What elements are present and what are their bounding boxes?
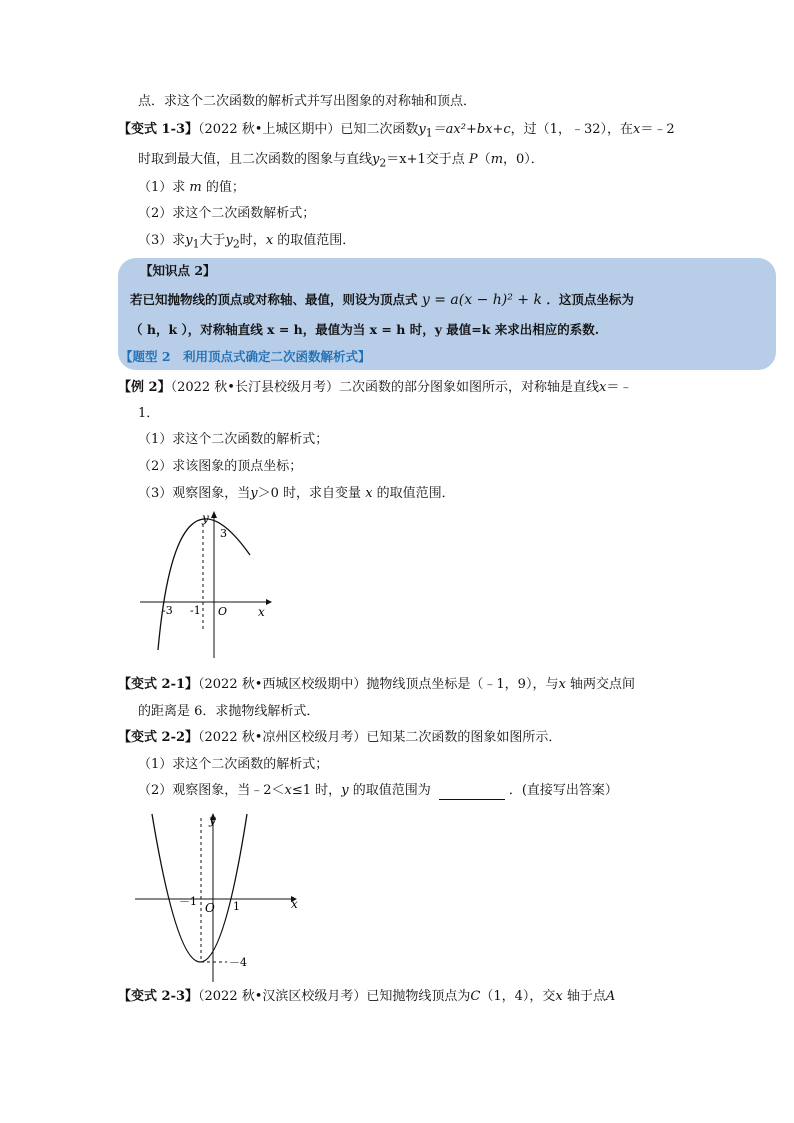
vertex-formula: y = a(x − h)² + k [421, 292, 542, 308]
y-axis-label: y [209, 813, 216, 827]
question-item: （3）观察图象，当y＞0 时，求自变量 x 的取值范围． [138, 486, 455, 501]
x-axis-label: x [258, 605, 265, 619]
problem-tag: 【例 2】 [118, 380, 171, 395]
tick-label: 1 [233, 900, 240, 913]
question-item: （1）求 m 的值； [138, 180, 245, 195]
tick-label: -1 [190, 604, 201, 617]
question-item: （3）求$y_1$大于$y_2$时，x 的取值范围． [138, 233, 356, 251]
knowledge-line: （ h，k ），对称轴直线 x = h，最值为当 x = h 时，y 最值=k 来求出相应的系数. [130, 322, 600, 337]
question-item: （1）求这个二次函数的解析式； [138, 757, 329, 772]
text-line: 1． [138, 406, 160, 421]
y-axis-arrow [211, 511, 217, 518]
origin-label: O [205, 901, 215, 915]
question-item: （2）求这个二次函数解析式； [138, 206, 316, 221]
answer-blank[interactable] [439, 786, 505, 800]
problem-example-2: 【例 2】（2022 秋•长汀县校级月考）二次函数的部分图象如图所示，对称轴是直线x＝﹣ [118, 380, 633, 395]
text-line: 的距离是 6．求抛物线解析式． [138, 704, 320, 719]
knowledge-line: 若已知抛物线的顶点或对称轴、最值，则设为顶点式 y = a(x − h)² + k ．这顶点坐标为 [130, 292, 634, 308]
problem-variant-2-2: 【变式 2-2】（2022 秋•凉州区校级月考）已知某二次函数的图象如图所示． [118, 730, 562, 745]
origin-label: O [218, 605, 228, 618]
text-line: 点．求这个二次函数的解析式并写出图象的对称轴和顶点． [138, 94, 477, 109]
text-line: 时取到最大值，且二次函数的图象与直线$y_2=x+1$交于点 P（m，0）． [138, 152, 544, 170]
problem-variant-1-3: 【变式 1-3】（2022 秋•上城区期中）已知二次函数$y_1=ax^2+bx+c$，过（1，﹣32），在x＝﹣2 [118, 122, 675, 140]
parabola-graph-2 [135, 810, 305, 985]
problem-tag: 【变式 2-1】 [118, 677, 199, 692]
problem-tag: 【变式 2-2】 [118, 730, 199, 745]
section-title: 【题型 2 利用顶点式确定二次函数解析式】 [120, 349, 371, 364]
knowledge-title: 【知识点 2】 [140, 263, 216, 278]
x-axis-label: x [291, 897, 298, 911]
tick-label: -3 [162, 604, 173, 617]
tick-label: 3 [220, 527, 227, 540]
parabola-graph-1 [140, 510, 280, 660]
question-item: （2）观察图象，当﹣2＜x≤1 时，y 的取值范围为 ．(直接写出答案） [138, 783, 618, 798]
question-item: （2）求该图象的顶点坐标； [138, 459, 303, 474]
tick-label: －1 [179, 895, 197, 908]
tick-label: －4 [229, 956, 247, 969]
parabola-curve [152, 814, 247, 962]
problem-tag: 【变式 1-3】 [118, 122, 199, 137]
problem-variant-2-1: 【变式 2-1】（2022 秋•西城区校级期中）抛物线顶点坐标是（﹣1，9），与x 轴两交点间 [118, 677, 635, 692]
problem-tag: 【变式 2-3】 [118, 989, 199, 1004]
parabola-curve [158, 519, 250, 650]
y-axis-label: y [202, 511, 209, 525]
x-axis-arrow [266, 599, 272, 605]
problem-variant-2-3: 【变式 2-3】（2022 秋•汉滨区校级月考）已知抛物线顶点为C（1，4），交x 轴于点A [118, 989, 616, 1004]
question-item: （1）求这个二次函数的解析式； [138, 432, 329, 447]
